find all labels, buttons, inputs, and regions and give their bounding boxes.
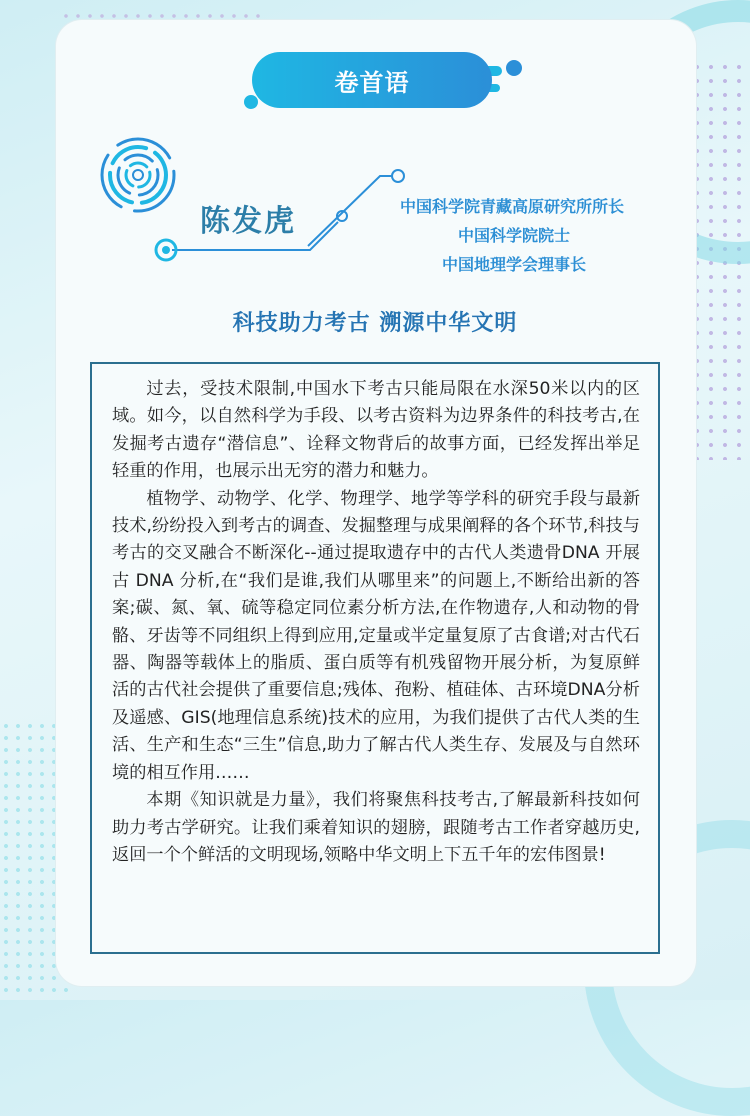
- article-paragraph-3: 本期《知识就是力量》，我们将聚焦科技考古,了解最新科技如何助力考古学研究。让我们乘着知识的翅膀，跟随考古工作者穿越历史,返回一个个鲜活的文明现场,领略中华文明上下五千年的宏伟图景!: [112, 790, 640, 865]
- author-title-1: 中国科学院青藏高原研究所所长: [400, 197, 625, 216]
- article-body-box: [90, 362, 660, 954]
- concentric-circle-icon: [102, 139, 174, 211]
- article-paragraph-1: 过去，受技术限制,中国水下考古只能局限在水深50米以内的区域。如今，以自然科学为手段、以考古资料为边界条件的科技考古,在发掘考古遗存“潜信息”、诠释文物背后的故事方面，已经发挥出举足轻重的作用，也展示出无穷的潜力和魅力。: [112, 379, 640, 482]
- author-title-3: 中国地理学会理事长: [442, 255, 587, 274]
- section-label: 卷首语: [252, 52, 492, 108]
- author-title-2: 中国科学院院士: [458, 226, 571, 245]
- article-headline: 科技助力考古 溯源中华文明: [232, 311, 518, 336]
- article-paragraph-2: 植物学、动物学、化学、物理学、地学等学科的研究手段与最新技术,纷纷投入到考古的调查、发掘整理与成果阐释的各个环节,科技与考古的交叉融合不断深化--通过提取遗存中的古代人类遗骨DNA 开展古 DNA 分析,在“我们是谁,我们从哪里来”的问题上,不断给出新的答案;碳、氮、氧、硫等稳定同位素分析方法,在作物遗存,人和动物的骨骼、牙齿等不同组织上得到应用,定量或半定量复原了古食谱;对古代石器、陶器等载体上的脂质、蛋白质等有机残留物开展分析，为复原鲜活的古代社会提供了重要信息;残体、孢粉、植硅体、古环境DNA分析及遥感、GIS(地理信息系统)技术的应用，为我们提供了古代人类的生活、生产和生态“三生”信息,助力了解古代人类生存、发展及与自然环境的相互作用……: [112, 488, 640, 783]
- circuit-decoration: [0, 0, 750, 300]
- author-name: 陈发虎: [200, 204, 296, 239]
